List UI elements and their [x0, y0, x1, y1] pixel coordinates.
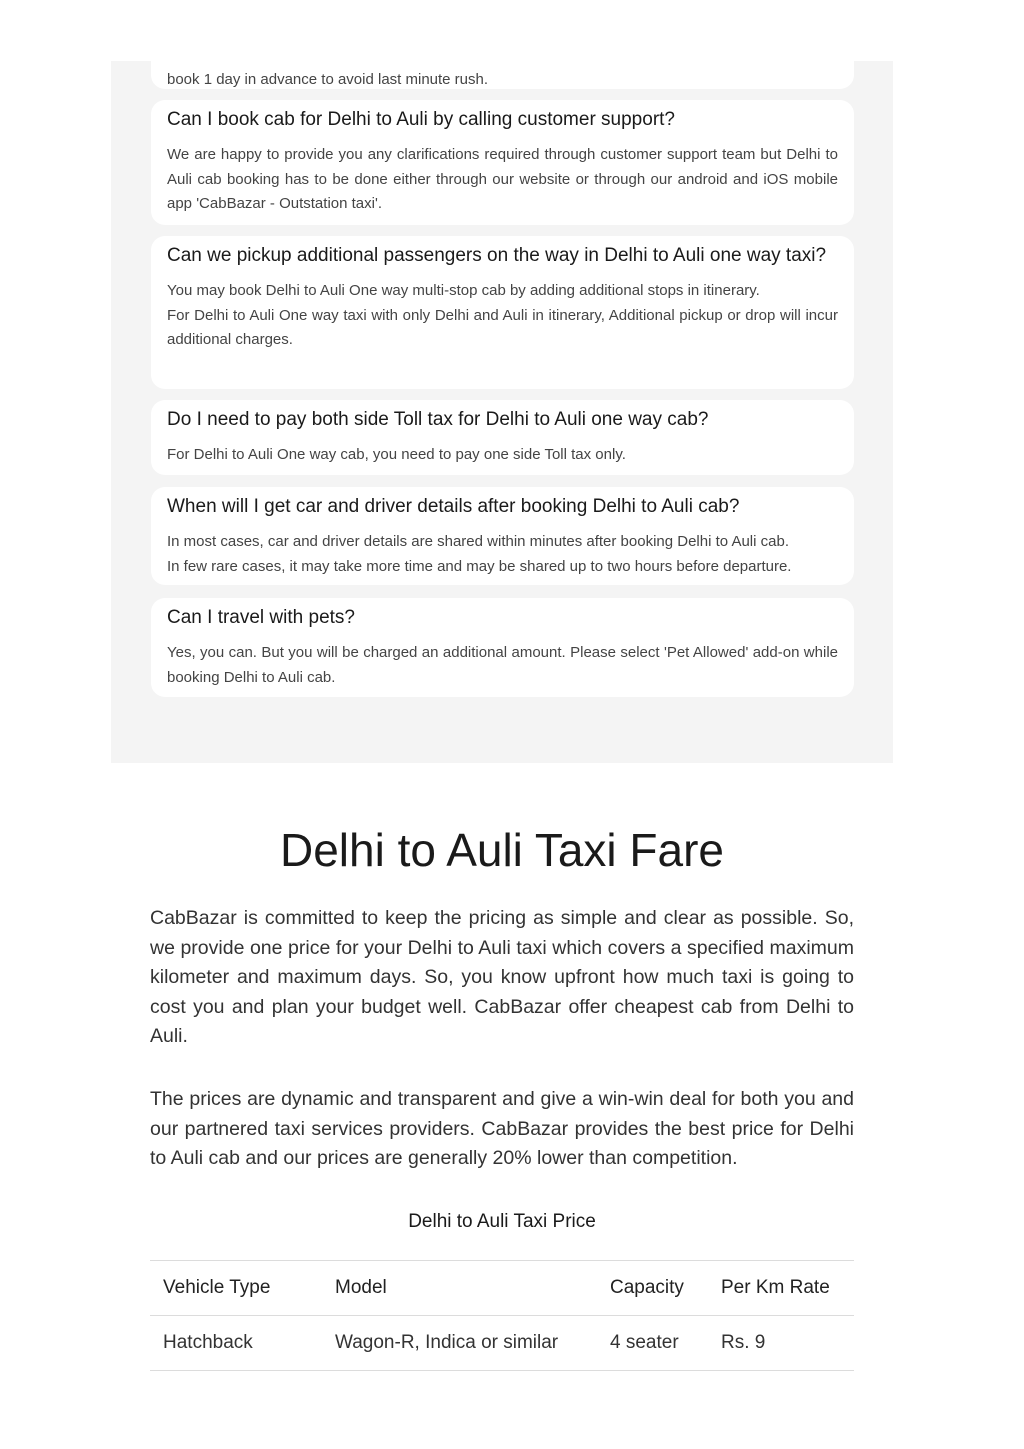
cell-per-km-rate: Rs. 9: [708, 1316, 854, 1371]
faq-question: Can I travel with pets?: [167, 607, 355, 628]
faq-question: Can we pickup additional passengers on the way in Delhi to Auli one way taxi?: [167, 245, 827, 266]
cell-capacity: 4 seater: [597, 1316, 708, 1371]
column-header-model: Model: [322, 1261, 597, 1316]
faq-question: When will I get car and driver details after booking Delhi to Auli cab?: [167, 496, 740, 517]
faq-card: [151, 100, 854, 225]
faq-answer-line: For Delhi to Auli One way cab, you need to pay one side Toll tax only.: [167, 446, 626, 463]
table-row: [150, 1316, 854, 1371]
cell-model: Wagon-R, Indica or similar: [322, 1316, 597, 1371]
faq-card: [151, 487, 854, 585]
faq-question: Can I book cab for Delhi to Auli by calling customer support?: [167, 109, 675, 130]
column-header-per-km-rate: Per Km Rate: [708, 1261, 854, 1316]
faq-answer-line: We are happy to provide you any clarifications required through customer support team but Delhi to Auli cab booking has to be done either through our website or through our android and iOS mobile app 'CabBazar - Outstation taxi'.: [167, 146, 838, 212]
faq-answer: [167, 632, 838, 690]
faq-question: Do I need to pay both side Toll tax for Delhi to Auli one way cab?: [167, 409, 709, 430]
faq-answer: book 1 day in advance to avoid last minute rush.: [167, 71, 489, 88]
faq-answer-line: In few rare cases, it may take more time and may be shared up to two hours before departure.: [167, 557, 792, 575]
fare-paragraph: The prices are dynamic and transparent and give a win-win deal for both you and our partnered taxi services providers. CabBazar provides the best price for Delhi to Auli cab and our prices are generally 20% lower than competition.: [150, 1088, 854, 1169]
table-caption: Delhi to Auli Taxi Price: [408, 1211, 596, 1232]
faq-card: [151, 236, 854, 389]
faq-answer-line: For Delhi to Auli One way taxi with only Delhi and Auli in itinerary, Additional pickup or drop will incur additional charges.: [167, 306, 838, 348]
column-header-capacity: Capacity: [597, 1261, 708, 1316]
faq-card: [151, 598, 854, 697]
faq-answer-line: In most cases, car and driver details are shared within minutes after booking Delhi to Auli cab.: [167, 533, 789, 550]
faq-answer: [167, 134, 838, 217]
column-header-vehicle-type: Vehicle Type: [150, 1261, 322, 1316]
table-header-row: [150, 1261, 854, 1316]
faq-answer-line: Yes, you can. But you will be charged an additional amount. Please select 'Pet Allowed' add-on while booking Delhi to Auli cab.: [167, 644, 838, 686]
section-title: Delhi to Auli Taxi Fare: [279, 824, 725, 876]
faq-card: [151, 400, 854, 475]
cell-vehicle-type: Hatchback: [150, 1316, 322, 1371]
fare-paragraph: CabBazar is committed to keep the pricing as simple and clear as possible. So, we provide one price for your Delhi to Auli taxi which covers a specified maximum kilometer and maximum days. So, you know upfront how much taxi is going to cost you and plan your budget well. CabBazar offer cheapest cab from Delhi to Auli.: [150, 907, 854, 1047]
faq-answer: [167, 270, 838, 353]
faq-card-partial: [151, 50, 854, 89]
faq-answer: [167, 521, 838, 579]
faq-answer-line: You may book Delhi to Auli One way multi-stop cab by adding additional stops in itinerary.: [167, 282, 760, 299]
faq-answer: [167, 434, 838, 468]
price-table: [150, 1260, 854, 1371]
